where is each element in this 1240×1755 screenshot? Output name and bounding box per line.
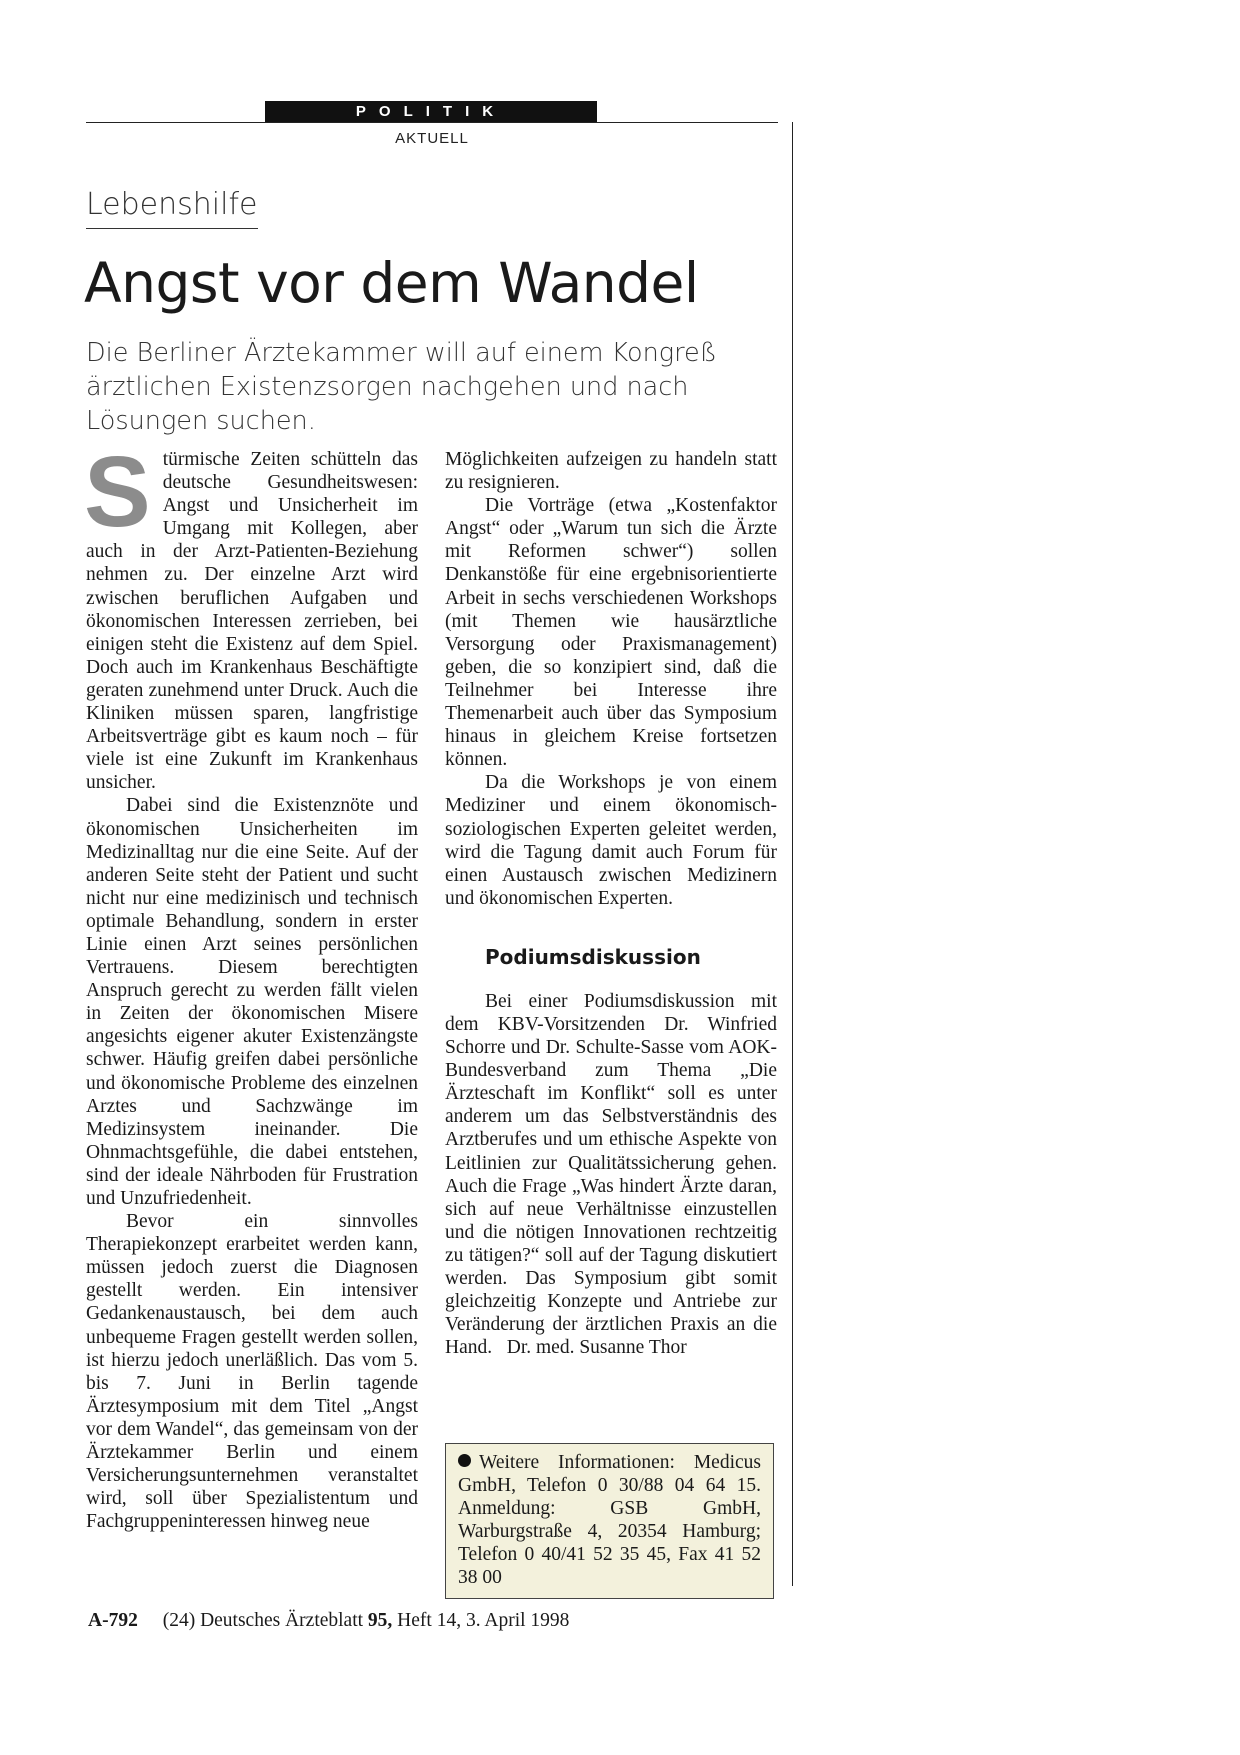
body-paragraph: Die Vorträge (etwa „Kostenfaktor Angst“ oder „Warum tun sich die Ärzte mit Reformen schwer“) sollen Denkanstöße für eine ergebnisorientierte Arbeit in sechs verschiedenen Workshops (mit Themen wie hausärztliche Versorgung oder Praxismanagement) geben, die so konzipiert sind, daß die Teilnehmer bei Interesse ihre Themenarbeit auch über das Symposium hinaus in gleichem Kreise fortsetzen können. [445, 495, 777, 771]
body-paragraph: Möglichkeiten aufzeigen zu handeln statt zu resignieren. [445, 449, 777, 494]
header-rule [86, 122, 778, 123]
body-paragraph: Dabei sind die Existenznöte und ökonomischen Unsicherheiten im Medizinalltag nur die eine Seite. Auf der anderen Seite steht der Patient und sucht nicht nur eine medizinisch und technisch optimale Behandlung, sondern in erster Linie einen Arzt seines persönlichen Vertrauens. Diesem berechtigten Anspruch gerecht zu werden fällt vielen in Zeiten der ökonomischen Misere angesichts eigener akuter Existenzängste schwer. Häufig greifen dabei persönliche und ökonomische Probleme des einzelnen Arztes und Sachzwänge im Medizinsystem ineinander. Die Ohnmachtsgefühle, die dabei entstehen, sind der ideale Nährboden für Frustration und Unzufriedenheit. [86, 795, 418, 1209]
drop-cap: S [84, 436, 151, 548]
body-paragraph: Bevor ein sinnvolles Therapiekonzept erarbeitet werden kann, müssen jedoch zuerst die Diagnosen gestellt werden. Ein intensiver Gedankenaustausch, bei dem auch unbequeme Fragen gestellt werden sollen, ist hierzu jedoch unerläßlich. Das vom 5. bis 7. Juni in Berlin tagende Ärztesymposium mit dem Titel „Angst vor dem Wandel“, das gemeinsam von der Ärztekammer Berlin und einem Versicherungsunternehmen veranstaltet wird, soll über Spezialistentum und Fachgruppeninteressen hinweg neue [86, 1211, 418, 1533]
bullet-icon [458, 1454, 471, 1467]
journal-issue: Heft 14, 3. April 1998 [397, 1610, 570, 1631]
body-paragraph: Da die Workshops je von einem Mediziner und einem ökonomisch-soziologischen Experten geleitet werden, wird die Tagung damit auch Forum für einen Austausch zwischen Medizinern und ökonomischen Experten. [445, 772, 777, 909]
article-column-right [445, 448, 777, 1359]
journal-citation-prefix: (24) Deutsches Ärzteblatt [162, 1610, 364, 1631]
page-number: A-792 [88, 1610, 138, 1631]
page-footer [88, 1610, 569, 1632]
info-box-text: Weitere Informationen: Medicus GmbH, Telefon 0 30/88 04 64 15. Anmeldung: GSB GmbH, Warburgstraße 4, 20354 Hamburg; Telefon 0 40/41 52 35 45, Fax 41 52 38 00 [458, 1452, 761, 1589]
section-subrubric: AKTUELL [395, 130, 469, 147]
article-lede: Die Berliner Ärztekammer will auf einem Kongreß ärztlichen Existenzsorgen nachgehen und nach Lösungen suchen. [86, 338, 717, 436]
body-paragraph [84, 436, 418, 794]
body-paragraph-text: türmische Zeiten schütteln das deutsche Gesundheitswesen: Angst und Unsicherheit im Umgang mit Kollegen, aber auch in der Arzt-Patienten-Beziehung nehmen zu. Der einzelne Arzt wird zwischen beruflichen Aufgaben und ökonomischen Interessen zerrieben, bei einigen steht die Existenz auf dem Spiel. Doch auch im Krankenhaus Beschäftigte geraten zunehmend unter Druck. Auch die Kliniken müssen sparen, langfristige Arbeitsverträge gibt es kaum noch – für viele ist eine Zukunft im Krankenhaus unsicher. [86, 449, 418, 794]
article-title: Angst vor dem Wandel [84, 251, 699, 315]
column-rule [792, 122, 793, 1586]
article-kicker: Lebenshilfe [86, 188, 258, 229]
section-rubric: POLITIK [265, 101, 597, 122]
journal-volume: 95, [367, 1610, 393, 1631]
author-name: Dr. med. Susanne Thor [506, 1337, 687, 1359]
body-paragraph [445, 990, 777, 1360]
info-box [445, 1443, 774, 1599]
section-subheading: Podiumsdiskussion [485, 944, 701, 969]
article-column-left [84, 436, 418, 1533]
body-paragraph-text: Bei einer Podiumsdiskussion mit dem KBV-Vorsitzenden Dr. Winfried Schorre und Dr. Schulte-Sasse vom AOK-Bundesverband zum Thema „Die Ärzteschaft im Konflikt“ soll es unter anderem um das Selbstverständnis des Arztberufes und um ethische Aspekte von Leitlinien zur Qualitätssicherung gehen. Auch die Frage „Was hindert Ärzte daran, sich auf neue Verhältnisse einzustellen und die nötigen Innovationen rechtzeitig zu tätigen?“ soll auf der Tagung diskutiert werden. Das Symposium gibt somit gleichzeitig Konzepte und Antriebe zur Veränderung der ärztlichen Praxis an die Hand. [445, 990, 777, 1359]
